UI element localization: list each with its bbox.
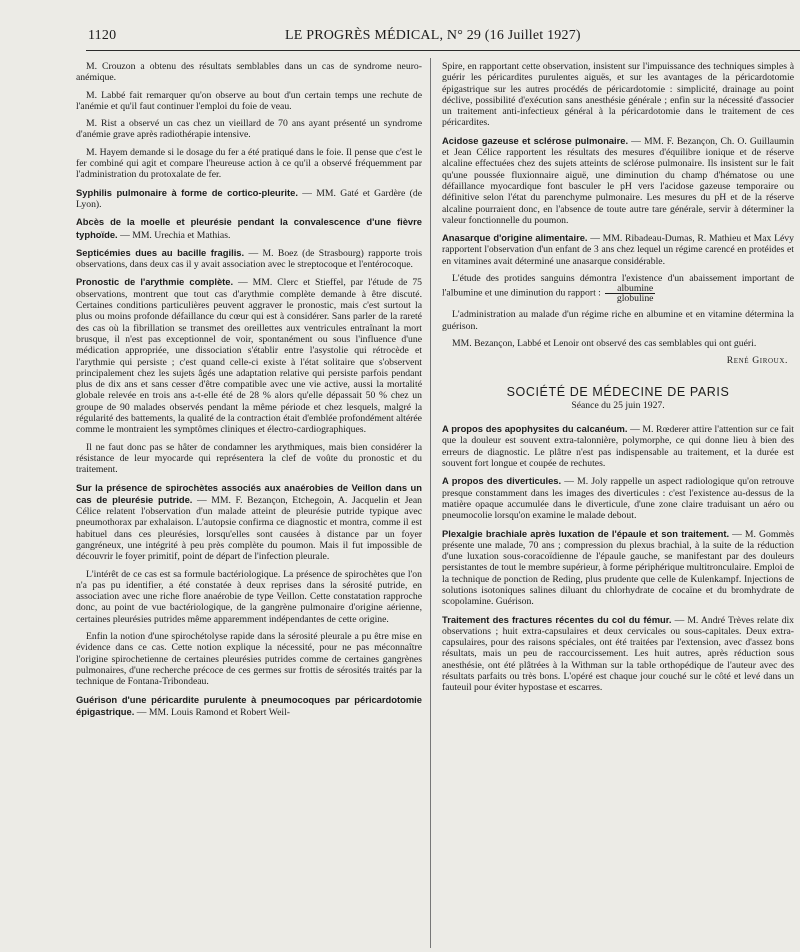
fraction-numerator: albumine	[605, 284, 656, 294]
communication-entry	[442, 135, 794, 226]
entry-title: Traitement des fractures récentes du col du fémur.	[442, 613, 672, 625]
entry-title: Plexalgie brachiale après luxation de l'épaule et son traitement.	[442, 527, 730, 539]
author-signature: René Giroux.	[726, 355, 788, 367]
communication-entry	[76, 247, 422, 271]
entry-body: — MM. Louis Ramond et Robert Weil-	[134, 706, 291, 718]
entry-title: Acidose gazeuse et sclérose pulmonaire.	[442, 134, 629, 146]
entry-title: Guérison d'une péricardite purulente à pneumocoques par péricardotomie épigastrique.	[76, 693, 422, 717]
header-rule	[86, 50, 800, 51]
communication-entry	[442, 423, 794, 469]
entry-title: Septicémies dues au bacille fragilis.	[76, 246, 245, 258]
paragraph: Il ne faut donc pas se hâter de condamner les arythmiques, mais bien considérer la résistance de leur myocarde qui représentera la clef de voûte du pronostic et du traitement.	[76, 441, 422, 476]
fraction-denominator: globuline	[616, 293, 654, 305]
entry-title: Sur la présence de spirochètes associés aux anaérobies de Veillon dans un cas de pleurésie putride.	[76, 481, 422, 505]
entry-body: — M. Joly rappelle un aspect radiologique qu'on retrouve presque constamment dans les images des diverticules : c'est l'existence au-dessus de la matière opaque accumulée dans le diverticule, d'une zone claire traduisant un aéro ou pneumocolie lorsqu'on examine le malade debout.	[442, 476, 794, 522]
right-column	[442, 61, 794, 700]
communication-entry	[76, 694, 422, 719]
society-heading: SOCIÉTÉ DE MÉDECINE DE PARIS	[506, 384, 730, 399]
page-number: 1120	[88, 28, 117, 43]
column-divider	[430, 58, 431, 948]
session-date: Séance du 25 juin 1927.	[571, 399, 665, 411]
entry-title: Syphilis pulmonaire à forme de cortico-pleurite.	[76, 186, 298, 198]
entry-body: — M. Gommès présente une malade, 70 ans ; compression du plexus brachial, à la suite de la réduction d'une luxation sous-coracoïdienne de l'épaule gauche, se manifestant par des douleurs persistantes de tout le membre supérieur, à forme périphérique multitronculaire. Emploi de la technique de ponction de Reding, plus prudente que celle de Kulenkampf. Injections de solutions isotoniques salines diluant du chlorhydrate de cocaïne et du bromhydrate de scopolamine. Guérison.	[442, 528, 795, 608]
entry-body: — MM. Ribadeau-Dumas, R. Mathieu et Max Lévy rapportent l'observation d'un enfant de 3 ans chez lequel un régime carencé en protéides et en vitamines avait déterminé une anasarque considérable.	[442, 233, 794, 267]
ratio-fraction	[605, 284, 656, 303]
paragraph: L'intérêt de ce cas est sa formule bactériologique. La présence de spirochètes que l'on n'a pas pu identifier, a été constatée à deux reprises dans la sérosité putride, en association avec une riche flore anaérobie de type Veillon. Cette constatation rapproche donc, au point de vue bactériologique, de la gangrène pulmonaire d'origine aérienne, certaines pleurésies putrides même apparemment indépendantes de cette origine.	[76, 568, 422, 625]
left-column	[76, 61, 422, 724]
paragraph: L'administration au malade d'un régime riche en albumine et en vitamine détermina la guérison.	[442, 309, 794, 332]
paragraph: MM. Bezançon, Labbé et Lenoir ont observé des cas semblables qui ont guéri.	[452, 337, 757, 349]
entry-body: — M. Boez (de Strasbourg) rapporte trois observations, dans deux cas il y avait association avec le streptocoque et l'entérocoque.	[76, 247, 422, 271]
paragraph: M. Hayem demande si le dosage du fer a été pratiqué dans le foie. Il pense que c'est le fer combiné qui agit et compare l'heureuse action à ce qu'il a observé fréquemment par l'administration du protoxalate de fer.	[76, 146, 422, 181]
entry-body: — MM. F. Bezançon, Etchegoin, A. Jacquelin et Jean Célice relatent l'observation d'un malade atteint de pleurésie putride typique avec pneumothorax par exhalaison. L'autopsie confirma ce diagnostic et montra, comme il est habituel dans ces pleurésies, lorsqu'elles sont causées à distance par un foyer gangréneux, une intégrité à peu près complète du poumon. Mais il fut impossible de découvrir le foyer primitif, point de départ de l'infection pleurale.	[76, 494, 422, 563]
entry-title: Anasarque d'origine alimentaire.	[442, 232, 588, 244]
communication-entry	[76, 276, 422, 435]
paragraph-text: L'étude des protides sanguins démontra l'existence d'un abaissement important de l'albumine et une diminution du rapport :	[442, 273, 794, 300]
entry-title: A propos des apophysites du calcanéum.	[442, 423, 628, 435]
entry-body: — M. Rœderer attire l'attention sur ce fait que la douleur est souvent extra-talonnière, polymorphe, ce qui donne lieu à bien des erreurs de diagnostic. Le plâtre n'est pas indispensable au traitement, et la durée est souvent fort longue et coupée de rechutes.	[442, 424, 795, 470]
running-title: LE PROGRÈS MÉDICAL, N° 29 (16 Juillet 1927)	[285, 28, 581, 43]
entry-title: Pronostic de l'arythmie complète.	[76, 276, 234, 288]
communication-entry	[442, 614, 794, 694]
paragraph	[442, 273, 794, 303]
communication-entry	[442, 232, 794, 267]
communication-entry	[76, 187, 422, 211]
entry-body: — MM. Gaté et Gardère (de Lyon).	[76, 187, 423, 210]
communication-entry	[442, 475, 794, 521]
entry-body: — M. André Trèves relate dix observations ; huit extra-capsulaires et deux cervicales ou sous-capitales. Deux extra-capsulaires, pour des raisons spéciales, ont été traitées par l'extension, avec d'assez bons résultats, mais un peu de raccourcissement. Les huit autres, après réduction sous anesthésie, ont été plâtrées à la Withman sur la table orthopédique de l'auteur avec des résultats parfaits ou très bons. L'opéré est chaque jour couché sur le côté et levé dans un fauteuil pour éviter hypostase et escarres.	[442, 614, 794, 694]
communication-entry	[76, 482, 422, 563]
paragraph: Enfin la notion d'une spirochétolyse rapide dans la sérosité pleurale a pu être mise en évidence dans ce cas. Cette notion explique la nécessité, pour ne pas méconnaître l'origine spirochetienne de certaines pleurésies putrides comme de certaines gangrènes pulmonaires, d'une recherche précoce de ces germes sur frottis de sérosités traités par la technique de Fontana-Tribondeau.	[76, 631, 422, 688]
paragraph: M. Labbé fait remarquer qu'on observe au bout d'un certain temps une rechute de l'anémie et qu'il faut continuer l'emploi du foie de veau.	[76, 89, 422, 112]
entry-title: A propos des diverticules.	[442, 475, 562, 487]
entry-body: — MM. Clerc et Stieffel, par l'étude de 75 observations, montrent que tout cas d'arythmie complète demande à être discuté. Certaines conditions particulières peuvent aggraver le pronostic, mais c'est surtout la plus ou moins profonde défaillance du cœur qui est à considérer. Sans parler de la rareté des cas où la fibrillation se transmet des oreillettes aux ventricules entraînant la mort brusque, il n'est pas exceptionnel de voir, spontanément ou sous l'influence d'une médication appropriée, une dissociation s'établir entre l'asystolie qui rétrocède et l'arythmie qui persiste ; c'est quand celle-ci existe à l'état solitaire que s'observent principalement chez les sujets âgés une adaptation relative qui persiste parfois pendant plus de dix ans et sans cesser d'être compatible avec une vie active, aussi la mortalité globale relevée en trois ans a-t-elle été de 28 % alors qu'elle dépassait 50 % chez un groupe de 90 malades observés pendant la même période et chez lesquels, malgré la régularité des battements, la qualité de la contraction était d'emblée profondément altérée comme le montraient les symptômes cliniques et électro-cardiographiques.	[76, 277, 423, 436]
running-header	[0, 24, 800, 46]
paragraph: Spire, en rapportant cette observation, insistent sur l'impuissance des techniques simples à guérir les péricardites purulentes aiguës, et sur les avantages de la péricardotomie épigastrique sur les autres procédés de péricardotomie : simplicité, drainage au point déclive, possibilité d'exécution sans anesthésie générale ; enfin sur la nécessité d'associer un traitement anti-infectieux général à la péricardotomie dans le traitement de ces péricardites.	[442, 61, 794, 129]
paragraph: M. Crouzon a obtenu des résultats semblables dans un cas de syndrome neuro-anémique.	[76, 61, 422, 84]
communication-entry	[442, 528, 794, 608]
communication-entry	[76, 216, 422, 241]
paragraph: M. Rist a observé un cas chez un vieillard de 70 ans ayant présenté un syndrome d'anémie grave après radiothérapie intensive.	[76, 118, 422, 141]
entry-body: — MM. Urechia et Mathias.	[117, 229, 231, 241]
entry-title: Abcès de la moelle et pleurésie pendant la convalescence d'une fièvre typhoïde.	[76, 216, 422, 240]
entry-body: — MM. F. Bezançon, Ch. O. Guillaumin et Jean Célice rapportent les résultats des mesures d'équilibre ionique et de réserve alcaline effectuées chez des sujets atteints de sclérose pulmonaire. Ils insistent sur le fait qu'une poussée fluxionnaire aiguë, une diminution du champ d'hématose ou une défaillance myocardique font basculer le pH vers l'acidose gazeuse temporaire ou définitive selon l'état du parenchyme pulmonaire. Les mesures du pH et de la réserve alcaline pourraient donc, en l'absence de toute autre tare générale, servir à déterminer la valeur fonctionnelle du poumon.	[442, 135, 794, 226]
